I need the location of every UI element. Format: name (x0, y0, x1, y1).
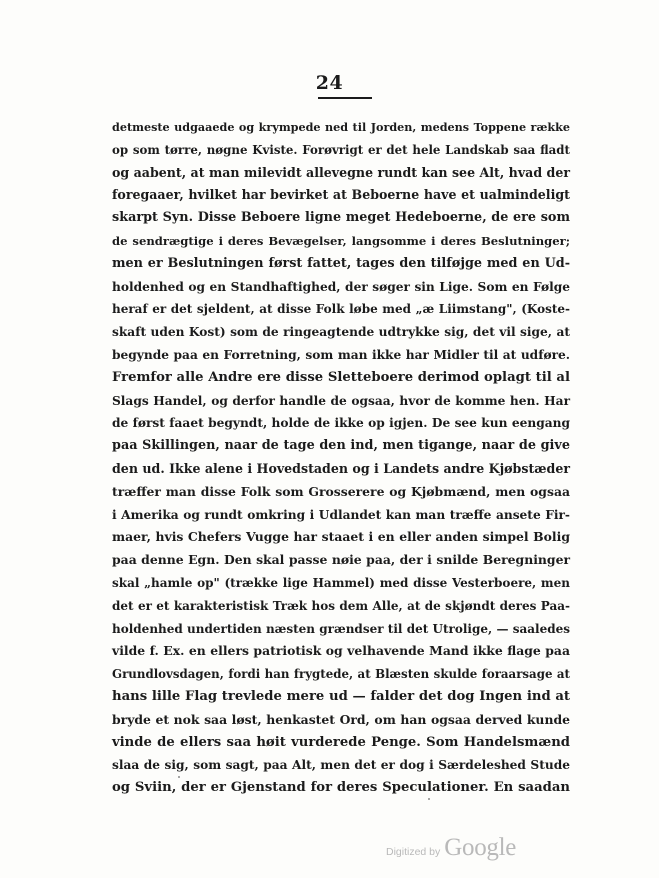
text-line: men er Beslutningen først fattet, tages den tilføjge med en Ud- (112, 255, 570, 271)
digitized-by-google-watermark (386, 834, 516, 860)
text-line: Slags Handel, og derfor handle de ogsaa, hvor de komme hen. Har (112, 393, 570, 408)
text-line: det er et karakteristisk Træk hos dem Alle, at de skjøndt deres Paa- (112, 598, 570, 613)
watermark-prefix: Digitized by (386, 846, 441, 858)
text-line: de sendrægtige i deres Bevægelser, langsomme i deres Beslutninger; (112, 233, 570, 248)
text-line: maer, hvis Chefers Vugge har staaet i en eller anden simpel Bolig (112, 529, 570, 545)
text-line: hans lille Flag trevlede mere ud — falder det dog Ingen ind at (112, 688, 570, 704)
page-number: 24 (315, 72, 344, 94)
google-logo: Google (444, 834, 517, 861)
text-line: heraf er det sjeldent, at disse Folk løbe med „æ Liimstang", (Koste- (112, 302, 570, 317)
text-line: vilde f. Ex. en ellers patriotisk og velhavende Mand ikke flage paa (112, 643, 570, 659)
text-line: skaft uden Kost) som de ringeagtende udtrykke sig, det vil sige, at (112, 325, 570, 340)
text-line: og aabent, at man milevidt allevegne rundt kan see Alt, hvad der (112, 164, 570, 180)
page-number-underline (318, 97, 372, 99)
text-line: slaa de sig, som sagt, paa Alt, men det er dog i Særdeleshed Stude (112, 758, 570, 773)
text-line: og Sviin, der er Gjenstand for deres Speculationer. En saadan (112, 780, 570, 796)
text-line: i Amerika og rundt omkring i Udlandet kan man træffe ansete Fir- (112, 507, 570, 522)
text-line: Grundlovsdagen, fordi han frygtede, at Blæsten skulde foraarsage at (112, 667, 570, 682)
text-line: detmeste udgaaede og krympede ned til Jorden, medens Toppene række (112, 120, 570, 134)
text-line: paa denne Egn. Den skal passe nøie paa, der i snilde Beregninger (112, 552, 570, 568)
text-line: skarpt Syn. Disse Beboere ligne meget Hedeboerne, de ere som (112, 210, 570, 226)
paper-speck (178, 776, 180, 778)
body-text (112, 116, 570, 800)
text-line: holdenhed og en Standhaftighed, der søger sin Lige. Som en Følge (112, 279, 570, 294)
text-line: foregaaer, hvilket har bevirket at Beboerne have et ualmindeligt (112, 187, 570, 203)
text-line: vinde de ellers saa høit vurderede Penge. Som Handelsmænd (112, 734, 570, 750)
text-line: de først faaet begyndt, holde de ikke op igjen. De see kun eengang (112, 416, 570, 431)
text-line: bryde et nok saa løst, henkastet Ord, om han ogsaa derved kunde (112, 711, 570, 727)
text-line: den ud. Ikke alene i Hovedstaden og i Landets andre Kjøbstæder (112, 460, 570, 476)
text-line: holdenhed undertiden næsten grændser til det Utrolige, — saaledes (112, 621, 570, 636)
text-line: begynde paa en Forretning, som man ikke har Midler til at udføre. (112, 347, 570, 362)
text-line: træffer man disse Folk som Grosserere og Kjøbmænd, men ogsaa (112, 483, 570, 499)
paper-speck (428, 798, 430, 800)
text-line: paa Skillingen, naar de tage den ind, men tigange, naar de give (112, 438, 570, 454)
text-line: skal „hamle op" (trække lige Hammel) med disse Vesterboere, men (112, 575, 570, 590)
text-line: Fremfor alle Andre ere disse Sletteboere derimod oplagt til al (112, 369, 570, 385)
text-line: op som tørre, nøgne Kviste. Forøvrigt er det hele Landskab saa fladt (112, 142, 570, 157)
